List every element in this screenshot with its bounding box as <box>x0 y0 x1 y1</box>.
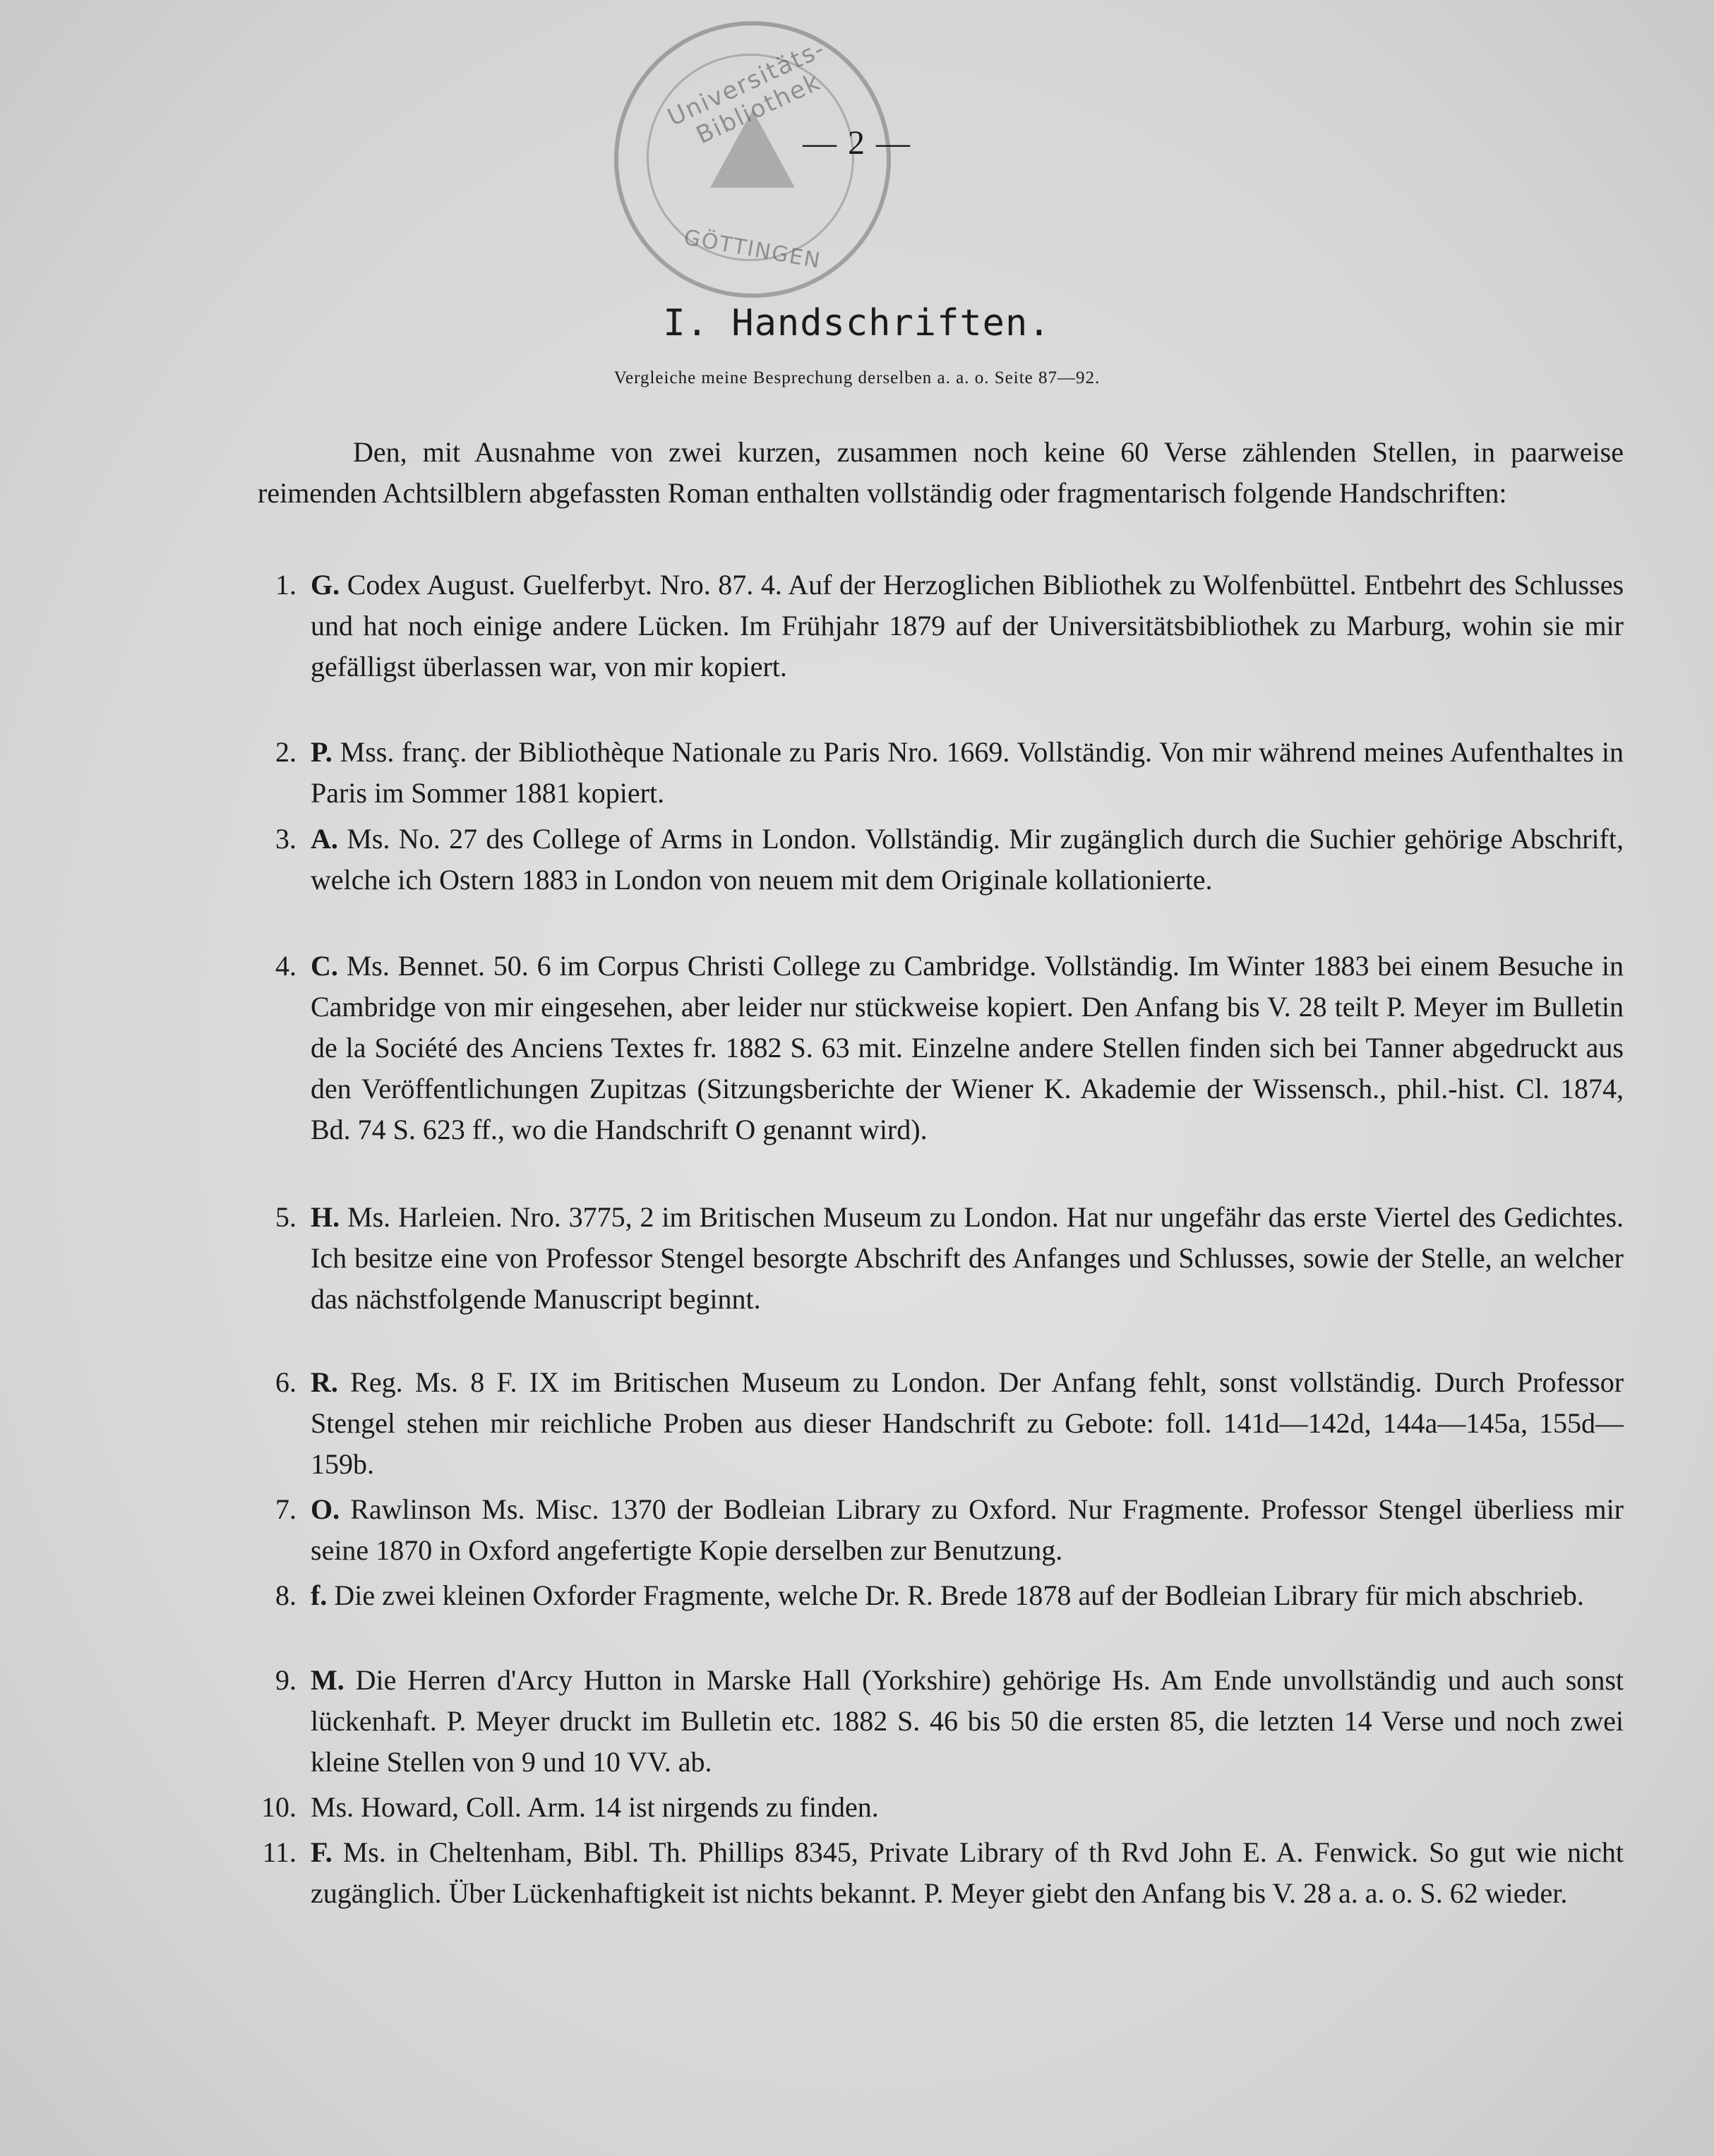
entry-siglum: C. <box>311 950 338 982</box>
entry-siglum: f. <box>311 1579 328 1611</box>
entry-text: Codex August. Guelferbyt. Nro. 87. 4. Auf der Herzoglichen Bibliothek zu Wolfenbüttel. Entbehrt des Schlusses und hat noch einige andere Lücken. Im Frühjahr 1879 auf der Universitätsbibliothek zu Marburg, wohin sie mir gefälligst überlassen war, von mir kopiert. <box>311 569 1624 682</box>
manuscript-entry-6 <box>275 1362 1624 1485</box>
section-title: I. Handschriften. <box>663 302 1051 344</box>
manuscript-entry-5 <box>275 1197 1624 1320</box>
entry-siglum: A. <box>311 823 338 855</box>
manuscript-entry-10 <box>261 1787 1624 1828</box>
entry-number: 4. <box>275 950 296 982</box>
page-number: — 2 — <box>803 124 911 162</box>
manuscript-entry-4 <box>275 946 1624 1150</box>
stamp-text-bottom: GÖTTINGEN <box>681 225 823 274</box>
entry-text: Reg. Ms. 8 F. IX im Britischen Museum zu London. Der Anfang fehlt, sonst vollständig. Durch Professor Stengel stehen mir reichliche Proben aus dieser Handschrift zu Gebote: foll. 141d—142d, 144a—145a, 155d—159b. <box>311 1366 1624 1480</box>
entry-siglum: G. <box>311 569 340 601</box>
manuscript-entry-11 <box>262 1832 1624 1914</box>
entry-text: Die zwei kleinen Oxforder Fragmente, welche Dr. R. Brede 1878 auf der Bodleian Library für mich abschrieb. <box>334 1579 1584 1611</box>
entry-number: 10. <box>261 1791 296 1823</box>
entry-siglum: M. <box>311 1664 344 1696</box>
entry-number: 8. <box>275 1579 296 1611</box>
intro-paragraph: Den, mit Ausnahme von zwei kurzen, zusammen noch keine 60 Verse zählenden Stellen, in paarweise reimenden Achtsilblern abgefassten Roman enthalten vollständig oder fragmentarisch folgende Handschriften: <box>258 436 1624 509</box>
entry-text: Die Herren d'Arcy Hutton in Marske Hall (Yorkshire) gehörige Hs. Am Ende unvollständig und auch sonst lückenhaft. P. Meyer druckt im Bulletin etc. 1882 S. 46 bis 50 die ersten 85, die letzten 14 Verse und noch zwei kleine Stellen von 9 und 10 VV. ab. <box>311 1664 1624 1778</box>
manuscript-entry-1 <box>275 565 1624 687</box>
entry-text: Ms. Bennet. 50. 6 im Corpus Christi College zu Cambridge. Vollständig. Im Winter 1883 bei einem Besuche in Cambridge von mir eingesehen, aber leider nur stückweise kopiert. Den Anfang bis V. 28 teilt P. Meyer im Bulletin de la Société des Anciens Textes fr. 1882 S. 63 mit. Einzelne andere Stellen finden sich bei Tanner abgedruckt aus den Veröffentlichungen Zupitzas (Sitzungsberichte der Wiener K. Akademie der Wissensch., phil.-hist. Cl. 1874, Bd. 74 S. 623 ff., wo die Handschrift O genannt wird). <box>311 950 1624 1145</box>
manuscript-entry-2 <box>275 732 1624 814</box>
manuscript-entry-9 <box>275 1660 1624 1783</box>
stamp-text-top: Universitäts-Bibliothek <box>663 34 830 150</box>
entry-siglum: O. <box>311 1493 340 1525</box>
entry-number: 2. <box>275 736 296 768</box>
entry-text: Ms. Harleien. Nro. 3775, 2 im Britischen Museum zu London. Hat nur ungefähr das erste Viertel des Gedichtes. Ich besitze eine von Professor Stengel besorgte Abschrift des Anfanges und Schlusses, sowie der Stelle, an welcher das nächstfolgende Manuscript beginnt. <box>311 1201 1624 1315</box>
manuscript-entry-3 <box>275 819 1624 901</box>
entry-siglum: F. <box>311 1836 332 1868</box>
entry-number: 3. <box>275 823 296 855</box>
entry-text: Ms. in Cheltenham, Bibl. Th. Phillips 8345, Private Library of th Rvd John E. A. Fenwick. So gut wie nicht zugänglich. Über Lückenhaftigkeit ist nichts bekannt. P. Meyer giebt den Anfang bis V. 28 a. a. o. S. 62 wieder. <box>311 1836 1624 1909</box>
entry-number: 5. <box>275 1201 296 1233</box>
entry-text: Ms. Howard, Coll. Arm. 14 ist nirgends zu finden. <box>311 1791 879 1823</box>
entry-number: 7. <box>275 1493 296 1525</box>
entry-number: 11. <box>262 1836 296 1868</box>
section-subtitle: Vergleiche meine Besprechung derselben a. a. o. Seite 87—92. <box>613 368 1101 387</box>
manuscript-entry-8 <box>275 1575 1624 1616</box>
entry-number: 6. <box>275 1366 296 1398</box>
manuscript-entry-7 <box>275 1489 1624 1571</box>
entry-number: 1. <box>275 569 296 601</box>
entry-siglum: P. <box>311 736 332 768</box>
entry-siglum: R. <box>311 1366 338 1398</box>
entry-siglum: H. <box>311 1201 340 1233</box>
entry-text: Mss. franç. der Bibliothèque Nationale zu Paris Nro. 1669. Vollständig. Von mir während meines Aufenthaltes in Paris im Sommer 1881 kopiert. <box>311 736 1624 809</box>
entry-text: Rawlinson Ms. Misc. 1370 der Bodleian Library zu Oxford. Nur Fragmente. Professor Stengel überliess mir seine 1870 in Oxford angefertigte Kopie derselben zur Benutzung. <box>311 1493 1624 1566</box>
entry-text: Ms. No. 27 des College of Arms in London. Vollständig. Mir zugänglich durch die Suchier gehörige Abschrift, welche ich Ostern 1883 in London von neuem mit dem Originale kollationierte. <box>311 823 1624 896</box>
entry-number: 9. <box>275 1664 296 1696</box>
